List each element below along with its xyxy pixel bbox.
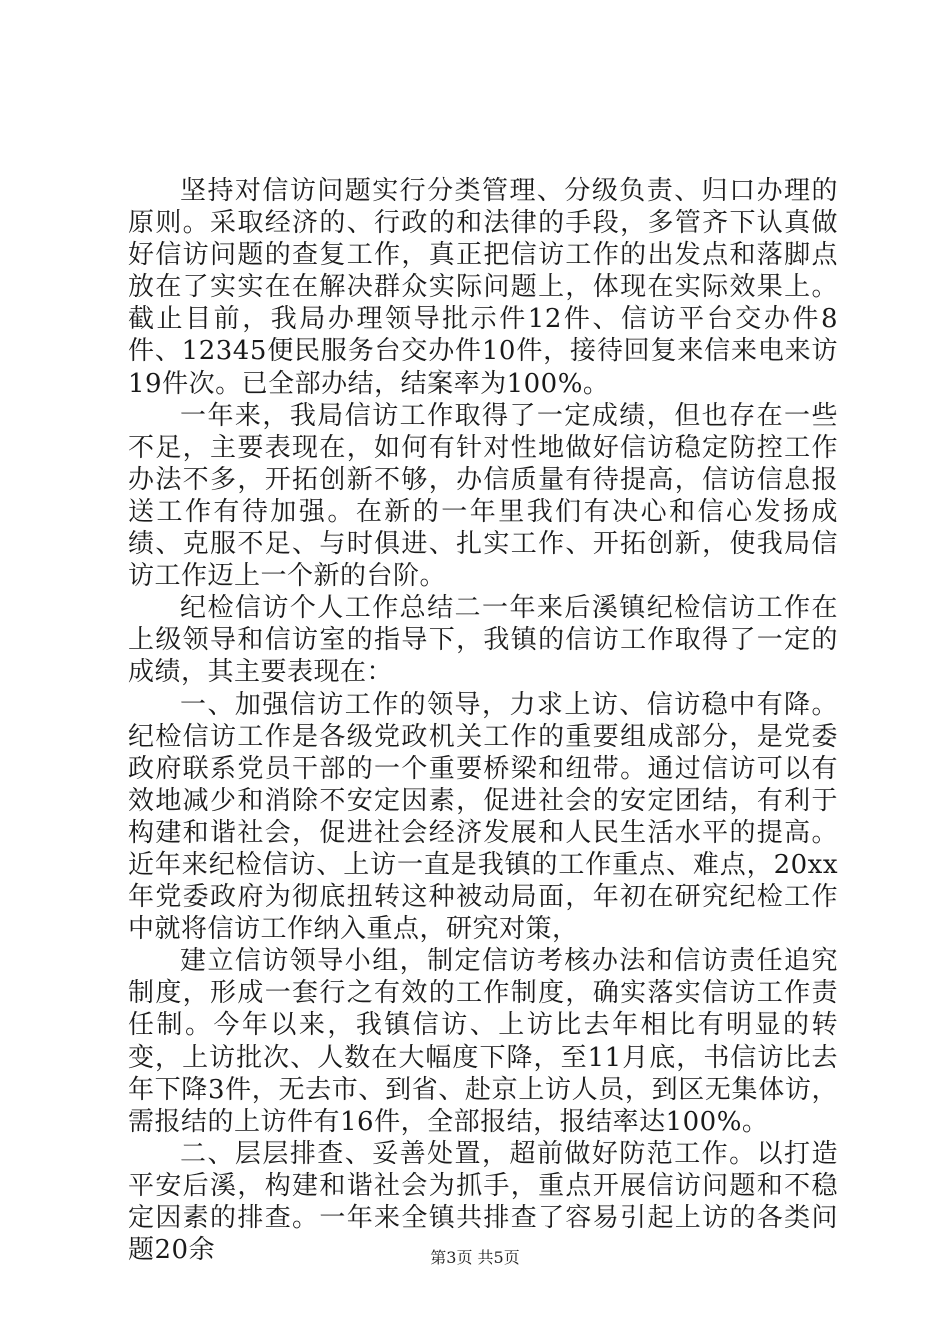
paragraph-5: 建立信访领导小组，制定信访考核办法和信访责任追究制度，形成一套行之有效的工作制度，确实落实信访工作责任制。今年以来，我镇信访、上访比去年相比有明显的转变，上访批次、人数在大幅度下降，至11月底，书信访比去年下降3件，无去市、到省、赴京上访人员，到区无集体访，需报结的上访件有16件，全部报结，报结率达100%。 [128, 946, 838, 1137]
document-body [128, 175, 838, 1266]
paragraph-2: 一年来，我局信访工作取得了一定成绩，但也存在一些不足，主要表现在，如何有针对性地做好信访稳定防控工作办法不多，开拓创新不够，办信质量有待提高，信访信息报送工作有待加强。在新的一年里我们有决心和信心发扬成绩、克服不足、与时俱进、扎实工作、开拓创新，使我局信访工作迈上一个新的台阶。 [128, 400, 838, 592]
page-number-footer: 第3页 共5页 [430, 1248, 520, 1267]
paragraph-6: 二、层层排查、妥善处置，超前做好防范工作。以打造平安后溪，构建和谐社会为抓手，重点开展信访问题和不稳定因素的排查。一年来全镇共排查了容易引起上访的各类问题20余 [128, 1138, 838, 1266]
paragraph-3: 纪检信访个人工作总结二一年来后溪镇纪检信访工作在上级领导和信访室的指导下，我镇的信访工作取得了一定的成绩，其主要表现在： [128, 593, 838, 688]
paragraph-1: 坚持对信访问题实行分类管理、分级负责、归口办理的原则。采取经济的、行政的和法律的手段，多管齐下认真做好信访问题的查复工作，真正把信访工作的出发点和落脚点放在了实实在在解决群众实际问题上，体现在实际效果上。截止目前，我局办理领导批示件12件、信访平台交办件8件、12345便民服务台交办件10件，接待回复来信来电来访19件次。已全部办结，结案率为100%。 [128, 176, 838, 399]
paragraph-4: 一、加强信访工作的领导，力求上访、信访稳中有降。纪检信访工作是各级党政机关工作的重要组成部分，是党委政府联系党员干部的一个重要桥梁和纽带。通过信访可以有效地减少和消除不安定因素，促进社会的安定团结，有利于构建和谐社会，促进社会经济发展和人民生活水平的提高。近年来纪检信访、上访一直是我镇的工作重点、难点，20xx年党委政府为彻底扭转这种被动局面，年初在研究纪检工作中就将信访工作纳入重点，研究对策， [128, 689, 838, 945]
